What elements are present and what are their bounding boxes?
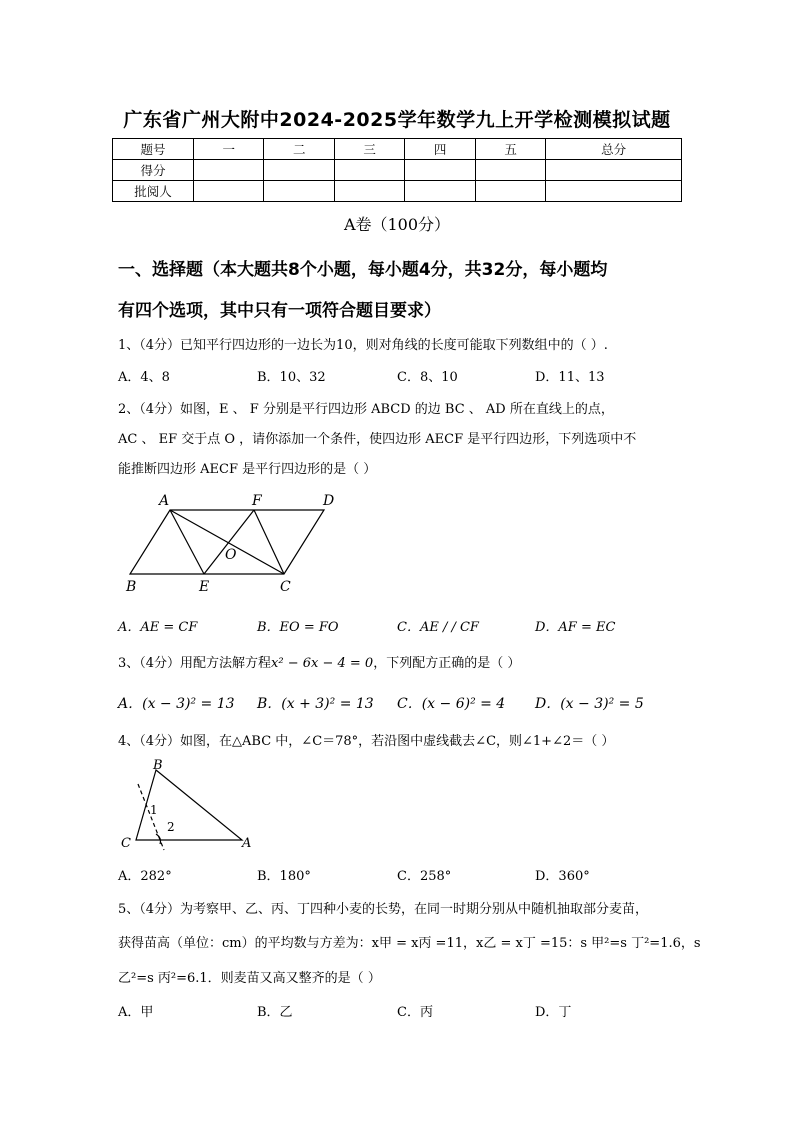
question-2-line2: AC 、 EF 交于点 O ，请你添加一个条件，使四边形 AECF 是平行四边形，下列选项中不 — [118, 432, 637, 447]
q3-equation: x² − 6x − 4 = 0 — [271, 656, 374, 671]
q5-option-a: A．甲 — [118, 1005, 154, 1020]
q1-option-b: B．10、32 — [257, 370, 326, 385]
question-5-line2: 获得苗高（单位：cm）的平均数与方差为：x甲 = x丙 =11，x乙 = x丁 =15：s 甲²=s 丁²=1.6，s — [118, 936, 701, 951]
label-a: A — [159, 493, 170, 509]
triangle-figure — [118, 756, 258, 852]
label-d: D — [323, 493, 335, 509]
table-cell: 四 — [405, 139, 475, 160]
table-cell: 一 — [194, 139, 264, 160]
section-a-heading: A卷（100分） — [343, 215, 451, 234]
label-c: C — [280, 579, 291, 595]
q4-option-c: C．258° — [397, 869, 452, 884]
table-cell — [405, 160, 475, 181]
segment-fc — [254, 510, 284, 574]
q2-option-a: A．AE = CF — [118, 620, 198, 635]
table-cell — [194, 181, 264, 202]
table-cell: 题号 — [113, 139, 194, 160]
label-c: C — [121, 836, 131, 851]
label-o: O — [225, 547, 237, 563]
q5-option-b: B．乙 — [257, 1005, 293, 1020]
q3-option-c: C．(x − 6)² = 4 — [397, 696, 506, 712]
table-cell: 三 — [334, 139, 404, 160]
label-b: B — [153, 758, 163, 773]
q4-option-d: D．360° — [535, 869, 590, 884]
q3-option-a: A．(x − 3)² = 13 — [118, 696, 235, 712]
label-a: A — [242, 836, 252, 851]
q1-option-d: D．11、13 — [535, 370, 605, 385]
label-f: F — [252, 493, 262, 509]
table-cell — [475, 181, 545, 202]
question-5-line3: 乙²=s 丙²=6.1．则麦苗又高又整齐的是（ ） — [118, 971, 381, 986]
question-2-line3: 能推断四边形 AECF 是平行四边形的是（ ） — [118, 462, 377, 477]
question-5-line1: 5、（4分）为考察甲、乙、丙、丁四种小麦的长势，在同一时期分别从中随机抽取部分麦苗， — [118, 902, 649, 917]
score-table — [112, 138, 682, 202]
q3-option-d: D．(x − 3)² = 5 — [535, 696, 644, 712]
table-cell: 五 — [475, 139, 545, 160]
label-e: E — [199, 579, 210, 595]
table-cell: 总分 — [546, 139, 682, 160]
section-one-heading-line2: 有四个选项，其中只有一项符合题目要求） — [118, 301, 441, 321]
q2-option-b: B．EO = FO — [257, 620, 339, 635]
score-table-header-row — [113, 139, 682, 160]
q2-option-c: C．AE / / CF — [397, 620, 479, 635]
q3-option-b: B．(x + 3)² = 13 — [257, 696, 374, 712]
table-cell — [334, 181, 404, 202]
q1-option-c: C．8、10 — [397, 370, 458, 385]
table-cell — [264, 181, 334, 202]
q1-option-a: A．4、8 — [118, 370, 170, 385]
question-2-line1: 2、（4分）如图，E 、 F 分别是平行四边形 ABCD 的边 BC 、 AD 所在直线上的点， — [118, 402, 614, 417]
section-one-heading-line1: 一、选择题（本大题共8个小题，每小题4分，共32分，每小题均 — [118, 260, 608, 280]
table-cell: 二 — [264, 139, 334, 160]
question-4-text: 4、（4分）如图，在△ABC 中，∠C＝78°，若沿图中虚线截去∠C，则∠1+∠2＝（ ） — [118, 734, 615, 749]
table-cell — [475, 160, 545, 181]
question-1-text: 1、（4分）已知平行四边形的一边长为10，则对角线的长度可能取下列数组中的（ ）. — [118, 338, 608, 353]
exam-title: 广东省广州大附中2024-2025学年数学九上开学检测模拟试题 — [123, 109, 671, 131]
label-b: B — [126, 579, 137, 595]
angle-2-arc — [156, 834, 161, 844]
table-row — [113, 181, 682, 202]
q2-option-d: D．AF = EC — [535, 620, 616, 635]
label-angle-1: 1 — [150, 803, 158, 817]
table-cell — [405, 181, 475, 202]
table-cell — [546, 181, 682, 202]
table-cell — [334, 160, 404, 181]
table-cell — [546, 160, 682, 181]
q3-text-post: ，下列配方正确的是（ ） — [373, 656, 521, 671]
table-cell — [264, 160, 334, 181]
q3-text-pre: 3、（4分）用配方法解方程 — [118, 656, 272, 671]
question-3-text — [118, 652, 520, 671]
q4-option-b: B．180° — [257, 869, 311, 884]
q4-option-a: A．282° — [118, 869, 172, 884]
parallelogram-figure — [118, 488, 338, 598]
q5-option-c: C．丙 — [397, 1005, 433, 1020]
segment-fe — [204, 510, 254, 574]
q5-option-d: D．丁 — [535, 1005, 572, 1020]
table-cell: 得分 — [113, 160, 194, 181]
table-cell: 批阅人 — [113, 181, 194, 202]
table-cell — [194, 160, 264, 181]
label-angle-2: 2 — [167, 820, 175, 834]
table-row — [113, 160, 682, 181]
